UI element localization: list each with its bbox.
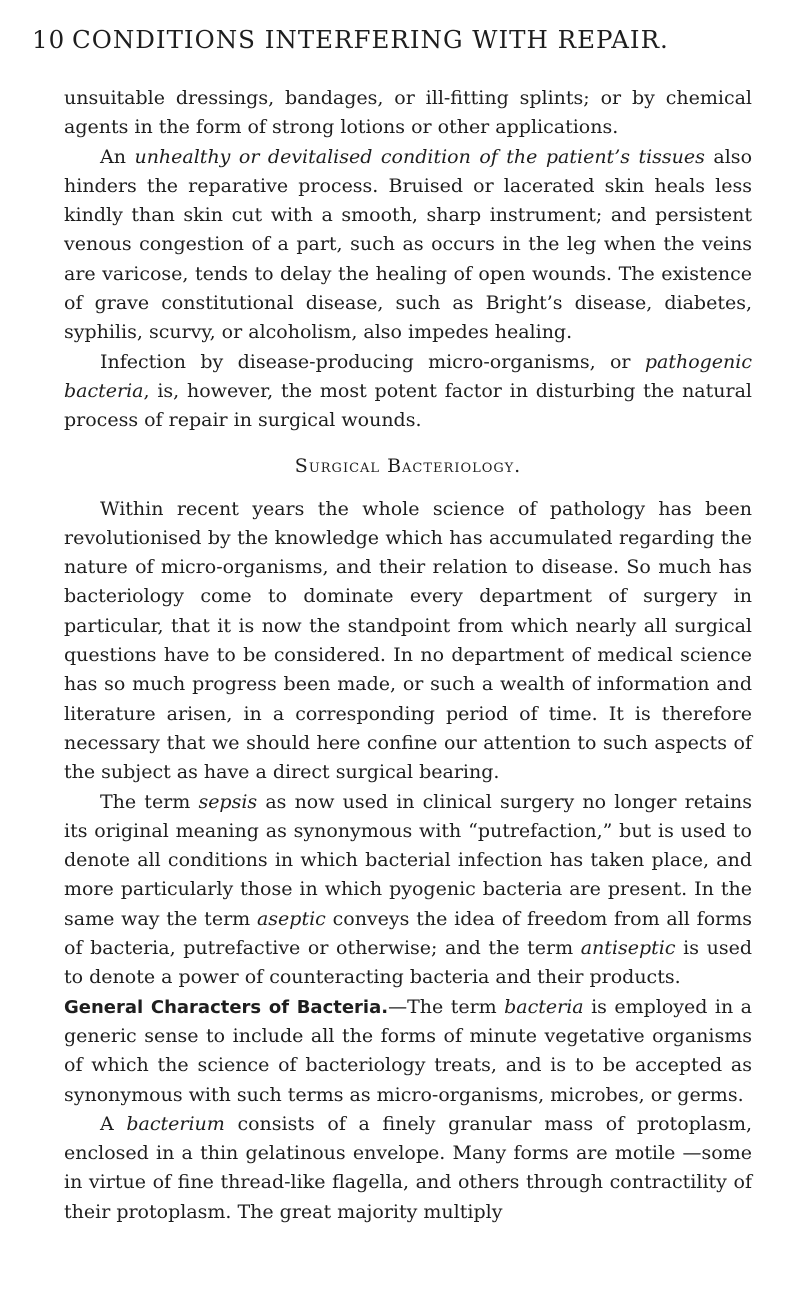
bold-lead-heading: General Characters of Bacteria. (64, 996, 389, 1018)
running-title: CONDITIONS INTERFERING WITH REPAIR. (72, 25, 669, 54)
text-run: conveys the idea of freedom from all forms of bacteria, putrefactive or otherwise; and the term (64, 907, 752, 960)
paragraph-infection (64, 348, 752, 436)
text-run: also hinders the reparative process. Bruised or lacerated skin heals less kindly than skin cut with a smooth, sharp instrument; and persistent venous congestion of a part, such as occurs in the leg when the veins are varicose, tends to delay the healing of open wounds. The existence of grave constitutional disease, such as Bright’s disease, diabetes, syphilis, scurvy, or alcoholism, also impedes healing. (64, 145, 753, 344)
text-run: consists of a finely granular mass of protoplasm, enclosed in a thin gelatinous envelope. Many forms are motile —some in virtue of fine thread-like flagella, and others through contractility of their protoplasm. The great majority multiply (64, 1112, 753, 1223)
text-run: is employed in a generic sense to include all the forms of minute vegetative organisms of which the science of bacteriology treats, and is to be accepted as synonymous with such terms as micro-organisms, microbes, or germs. (64, 995, 752, 1106)
running-head (32, 24, 768, 56)
paragraph-text: Within recent years the whole science of pathology has been revolutionised by the knowledge which has accumulated regarding the nature of micro-organisms, and their relation to disease. So much has bacteriology come to dominate every department of surgery in particular, that it is now the standpoint from which nearly all surgical questions have to be considered. In no department of medical science has so much progress been made, or such a wealth of information and literature arisen, in a corresponding period of time. It is therefore necessary that we should here confine our attention to such aspects of the subject as have a direct surgical bearing. (64, 497, 752, 784)
paragraph-bacterium (64, 1110, 752, 1227)
paragraph-sepsis (64, 788, 752, 993)
text-run: as now used in clinical surgery no longer retains its original meaning as synonymous with “putrefaction,” but is used to denote all conditions in which bacterial infection has taken place, and more particularly those in which pyogenic bacteria are present. In the same way the term (64, 790, 752, 930)
text-run: is used to denote a power of counteracting bacteria and their products. (64, 937, 752, 989)
text-run: Infection by disease-producing micro-organisms, or (100, 350, 645, 373)
section-heading: Surgical Bacteriology. (294, 454, 522, 477)
italic-term: sepsis (198, 790, 258, 813)
italic-term: bacterium (126, 1112, 225, 1135)
text-run: The term (100, 790, 199, 813)
italic-term: aseptic (256, 907, 326, 930)
text-run: An (100, 145, 135, 168)
paragraph-unhealthy-tissues (64, 143, 752, 348)
page-number: 10 (32, 25, 66, 54)
paragraph-general-characters (64, 993, 752, 1110)
italic-term: unhealthy or devitalised condition of the patient’s tissues (134, 145, 705, 168)
italic-term: bacteria (504, 995, 584, 1018)
text-run: —The term (388, 995, 505, 1018)
paragraph-text: unsuitable dressings, bandages, or ill-fitting splints; or by chemical agents in the form of strong lotions or other applications. (64, 87, 752, 139)
paragraph-dressings (64, 84, 752, 143)
page-body (64, 84, 752, 1227)
italic-term: antiseptic (580, 937, 676, 960)
text-run: A (100, 1112, 127, 1135)
paragraph-bacteriology-intro (64, 495, 752, 788)
text-run: , is, however, the most potent factor in disturbing the natural process of repair in surgical wounds. (64, 379, 752, 432)
italic-term: pathogenic bacteria (64, 350, 752, 402)
